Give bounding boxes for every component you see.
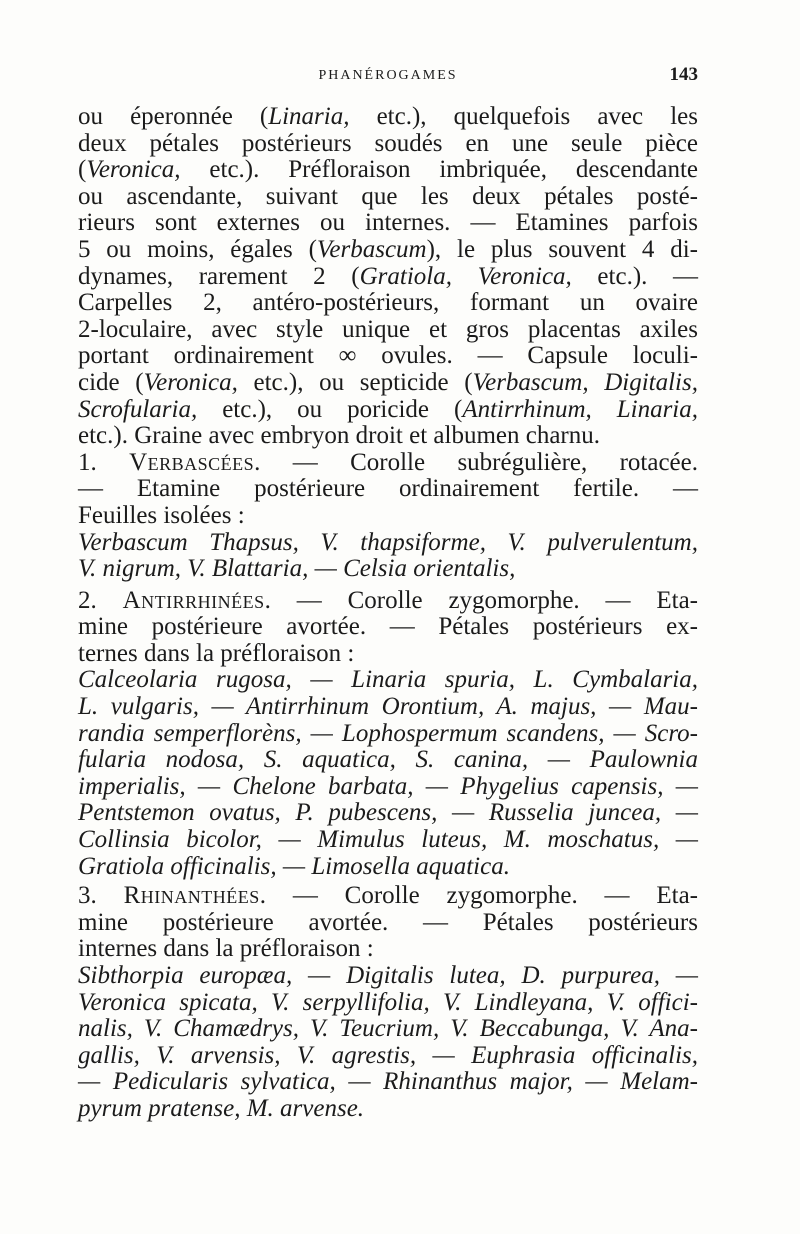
text-line: [78, 1043, 698, 1070]
section-heading: Rhinanthées: [123, 882, 260, 910]
text-line: ou ascendante, suivant que les deux pétales posté-: [78, 182, 698, 210]
italic-run: Sibthorpia europæa, — Digitalis lutea, D. purpurea, —: [78, 962, 698, 989]
text-line: [78, 827, 698, 854]
italic-run: Gratiola, Veronica,: [359, 262, 572, 290]
species-list-rhinanthees: [78, 963, 698, 1123]
text-line: (Veronica, etc.). Préfloraison imbriquée, descendante: [78, 156, 698, 184]
species-list-verbascees: [78, 530, 698, 583]
text-line: [78, 530, 698, 557]
text-line: [78, 963, 698, 990]
italic-run: V. nigrum, V. Blattaria, — Celsia orientalis,: [78, 555, 516, 583]
text-line: [78, 747, 698, 774]
italic-run: — Pedicularis sylvatica, — Rhinanthus major, — Melam-: [78, 1068, 698, 1096]
text-line: internes dans la préfloraison :: [78, 935, 374, 963]
italic-run: randia semperflorèns, — Lophospermum scandens, — Scro-: [78, 719, 698, 747]
italic-run: Linaria,: [268, 103, 350, 130]
text-line: Feuilles isolées :: [78, 501, 245, 529]
text-line: [78, 800, 698, 827]
text-line: [78, 721, 698, 748]
text-line: deux pétales postérieurs soudés en une seule pièce: [78, 129, 698, 157]
page-number: 143: [669, 64, 698, 85]
text-line: 1. Verbascées. — Corolle subrégulière, rotacée.: [78, 448, 698, 476]
italic-run: Gratiola officinalis, — Limosella aquatica.: [78, 852, 510, 880]
text-line: [78, 990, 698, 1017]
italic-run: Verbascum Thapsus, V. thapsiforme, V. pulverulentum,: [78, 528, 698, 556]
italic-run: Collinsia bicolor, — Mimulus luteus, M. moschatus, —: [78, 826, 698, 854]
text-line: [78, 694, 698, 721]
text-line: mine postérieure avortée. — Pétales postérieurs: [78, 908, 698, 936]
italic-run: pyrum pratense, M. arvense.: [78, 1094, 365, 1122]
italic-run: Veronica,: [86, 156, 181, 184]
text-line: ternes dans la préfloraison :: [78, 639, 355, 667]
running-title: PHANÉROGAMES: [318, 68, 458, 83]
text-line: rieurs sont externes ou internes. — Etamines parfois: [78, 209, 698, 237]
section-antirrhinees: [78, 588, 698, 668]
intro-paragraph: [78, 104, 698, 450]
italic-run: Calceolaria rugosa, — Linaria spuria, L. Cymbalaria,: [78, 666, 698, 694]
italic-run: fularia nodosa, S. aquatica, S. canina, — Paulownia: [78, 746, 698, 774]
running-head: [78, 64, 698, 90]
italic-run: imperialis, — Chelone barbata, — Phygelius capensis, —: [78, 772, 698, 800]
italic-run: gallis, V. arvensis, V. agrestis, — Euphrasia officinalis,: [78, 1041, 698, 1069]
text-line: — Etamine postérieure ordinairement fertile. —: [78, 475, 698, 503]
body-text: [78, 104, 698, 1123]
text-line: [78, 1069, 698, 1096]
text-line: 2-loculaire, avec style unique et gros placentas axiles: [78, 315, 698, 343]
italic-run: Veronica,: [143, 368, 238, 396]
italic-run: Antirrhinum, Linaria,: [462, 395, 698, 423]
text-line: [78, 667, 698, 694]
italic-run: Pentstemon ovatus, P. pubescens, — Russelia juncea, —: [78, 799, 698, 827]
italic-run: Veronica spicata, V. serpyllifolia, V. Lindleyana, V. offici-: [78, 988, 698, 1016]
italic-run: L. vulgaris, — Antirrhinum Orontium, A. majus, — Mau-: [78, 693, 698, 721]
text-line: [78, 1096, 698, 1123]
text-line: 5 ou moins, égales (Verbascum), le plus souvent 4 di-: [78, 235, 698, 263]
text-line: 3. Rhinanthées. — Corolle zygomorphe. — Eta-: [78, 882, 699, 910]
section-rhinanthees: [78, 883, 698, 963]
text-line: [78, 556, 698, 583]
text-line: cide (Veronica, etc.), ou septicide (Verbascum, Digitalis,: [78, 368, 698, 396]
italic-run: Verbascum: [316, 235, 427, 263]
text-line: Scrofularia, etc.), ou poricide (Antirrhinum, Linaria,: [78, 395, 698, 423]
text-line: portant ordinairement ∞ ovules. — Capsule loculi-: [78, 342, 698, 370]
text-line: dynames, rarement 2 (Gratiola, Veronica, etc.). —: [78, 262, 699, 290]
italic-run: Verbascum, Digitalis,: [472, 368, 698, 396]
section-heading: Verbascées: [129, 448, 255, 476]
text-line: ou éperonnée (Linaria, etc.), quelquefois avec les: [78, 103, 698, 130]
italic-run: Scrofularia,: [78, 395, 198, 423]
text-line: 2. Antirrhinées. — Corolle zygomorphe. — Eta-: [78, 586, 699, 614]
text-line: [78, 854, 698, 881]
species-list-antirrhinees: [78, 667, 698, 880]
italic-run: nalis, V. Chamædrys, V. Teucrium, V. Beccabunga, V. Ana-: [78, 1015, 698, 1043]
text-line: [78, 1016, 698, 1043]
section-heading: Antirrhinées: [122, 586, 265, 614]
text-line: [78, 774, 698, 801]
section-verbascees: [78, 450, 698, 530]
text-line: etc.). Graine avec embryon droit et albumen charnu.: [78, 422, 600, 450]
text-line: mine postérieure avortée. — Pétales postérieurs ex-: [78, 613, 698, 641]
text-line: Carpelles 2, antéro-postérieurs, formant un ovaire: [78, 289, 698, 317]
